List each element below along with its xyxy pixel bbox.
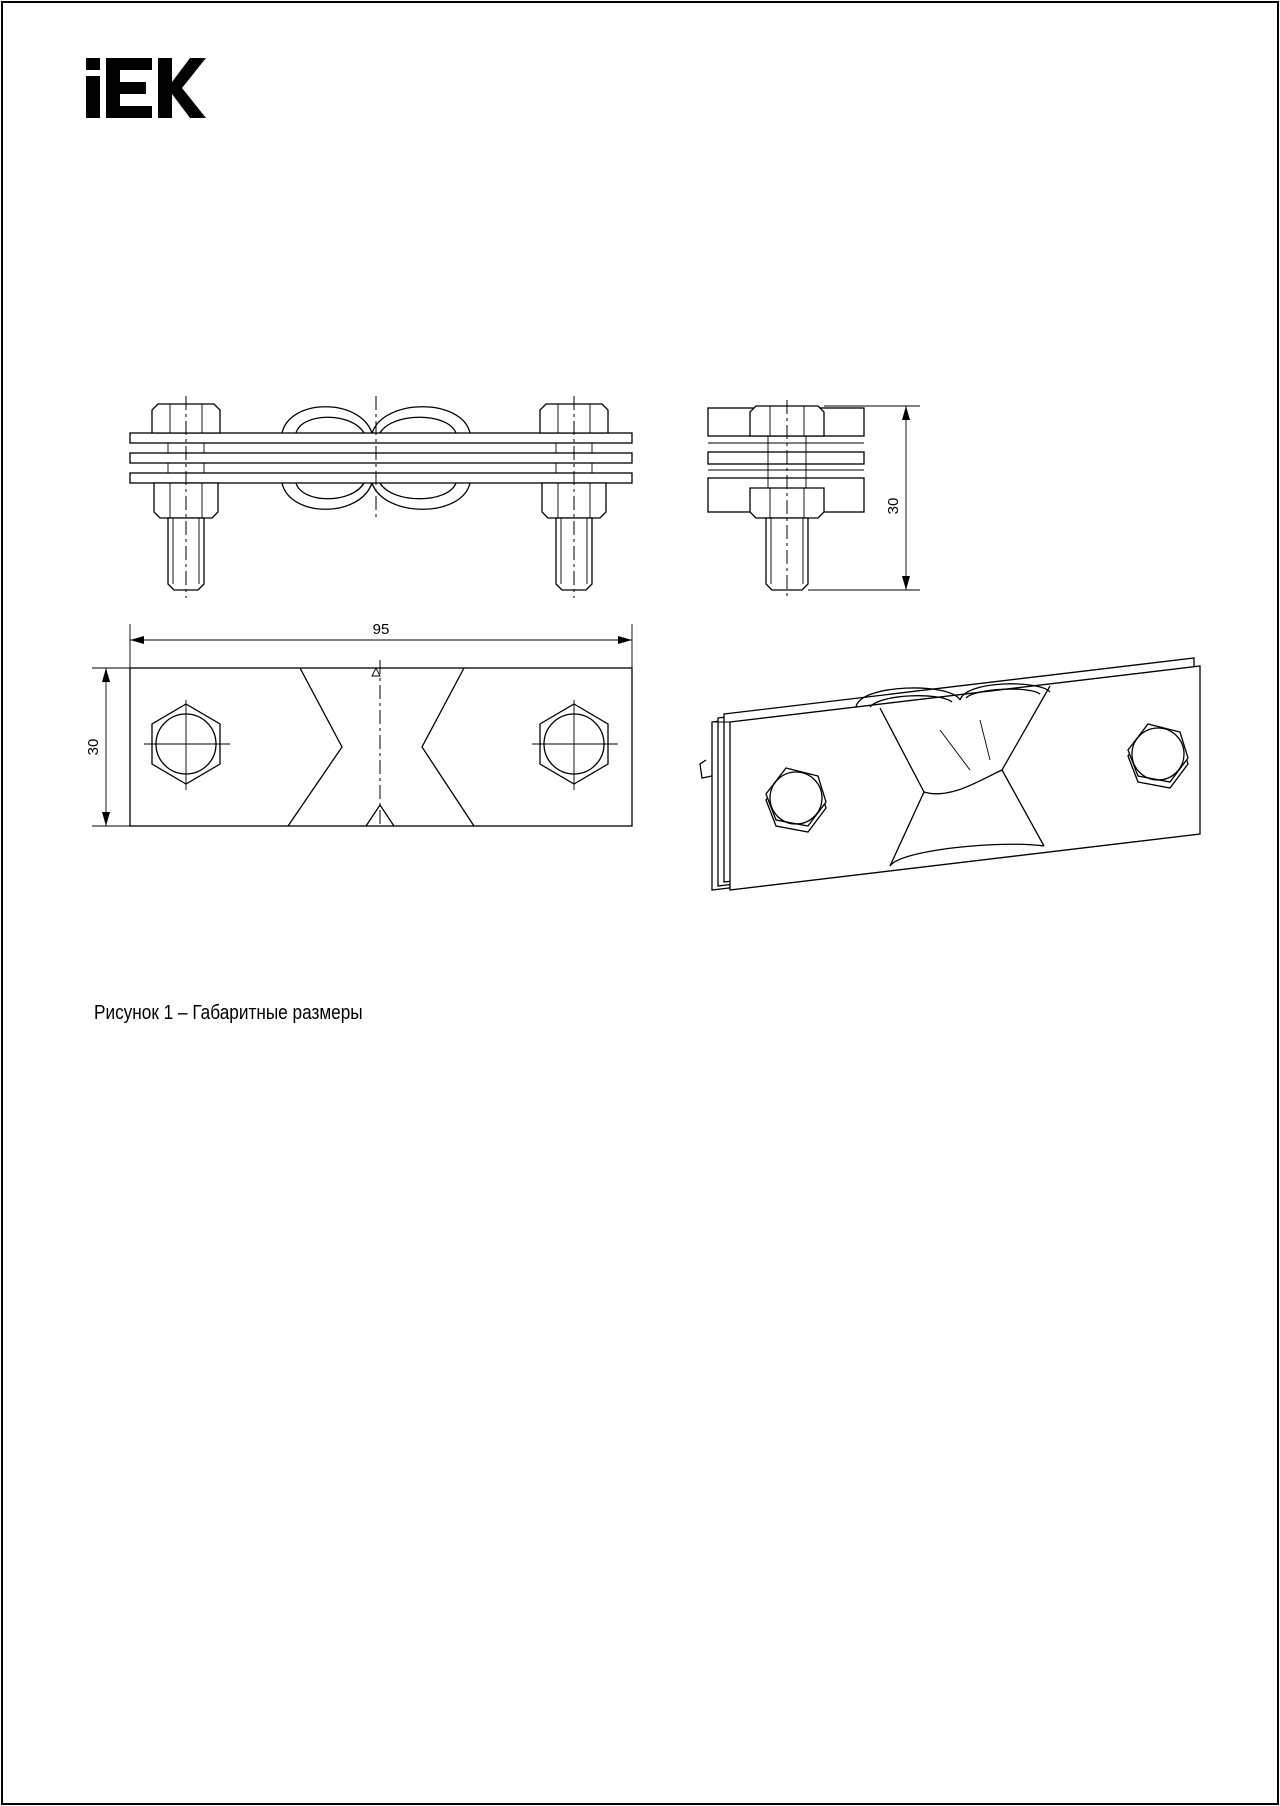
top-view: [85, 621, 632, 826]
isometric-view: [700, 658, 1200, 890]
figure-caption: Рисунок 1 – Габаритные размеры: [94, 1002, 363, 1024]
side-view: [708, 400, 920, 598]
side-height-dimension: 30: [885, 497, 902, 515]
top-width-dimension: 30: [85, 738, 102, 756]
front-view: [130, 396, 632, 598]
top-length-dimension: 95: [372, 621, 390, 638]
